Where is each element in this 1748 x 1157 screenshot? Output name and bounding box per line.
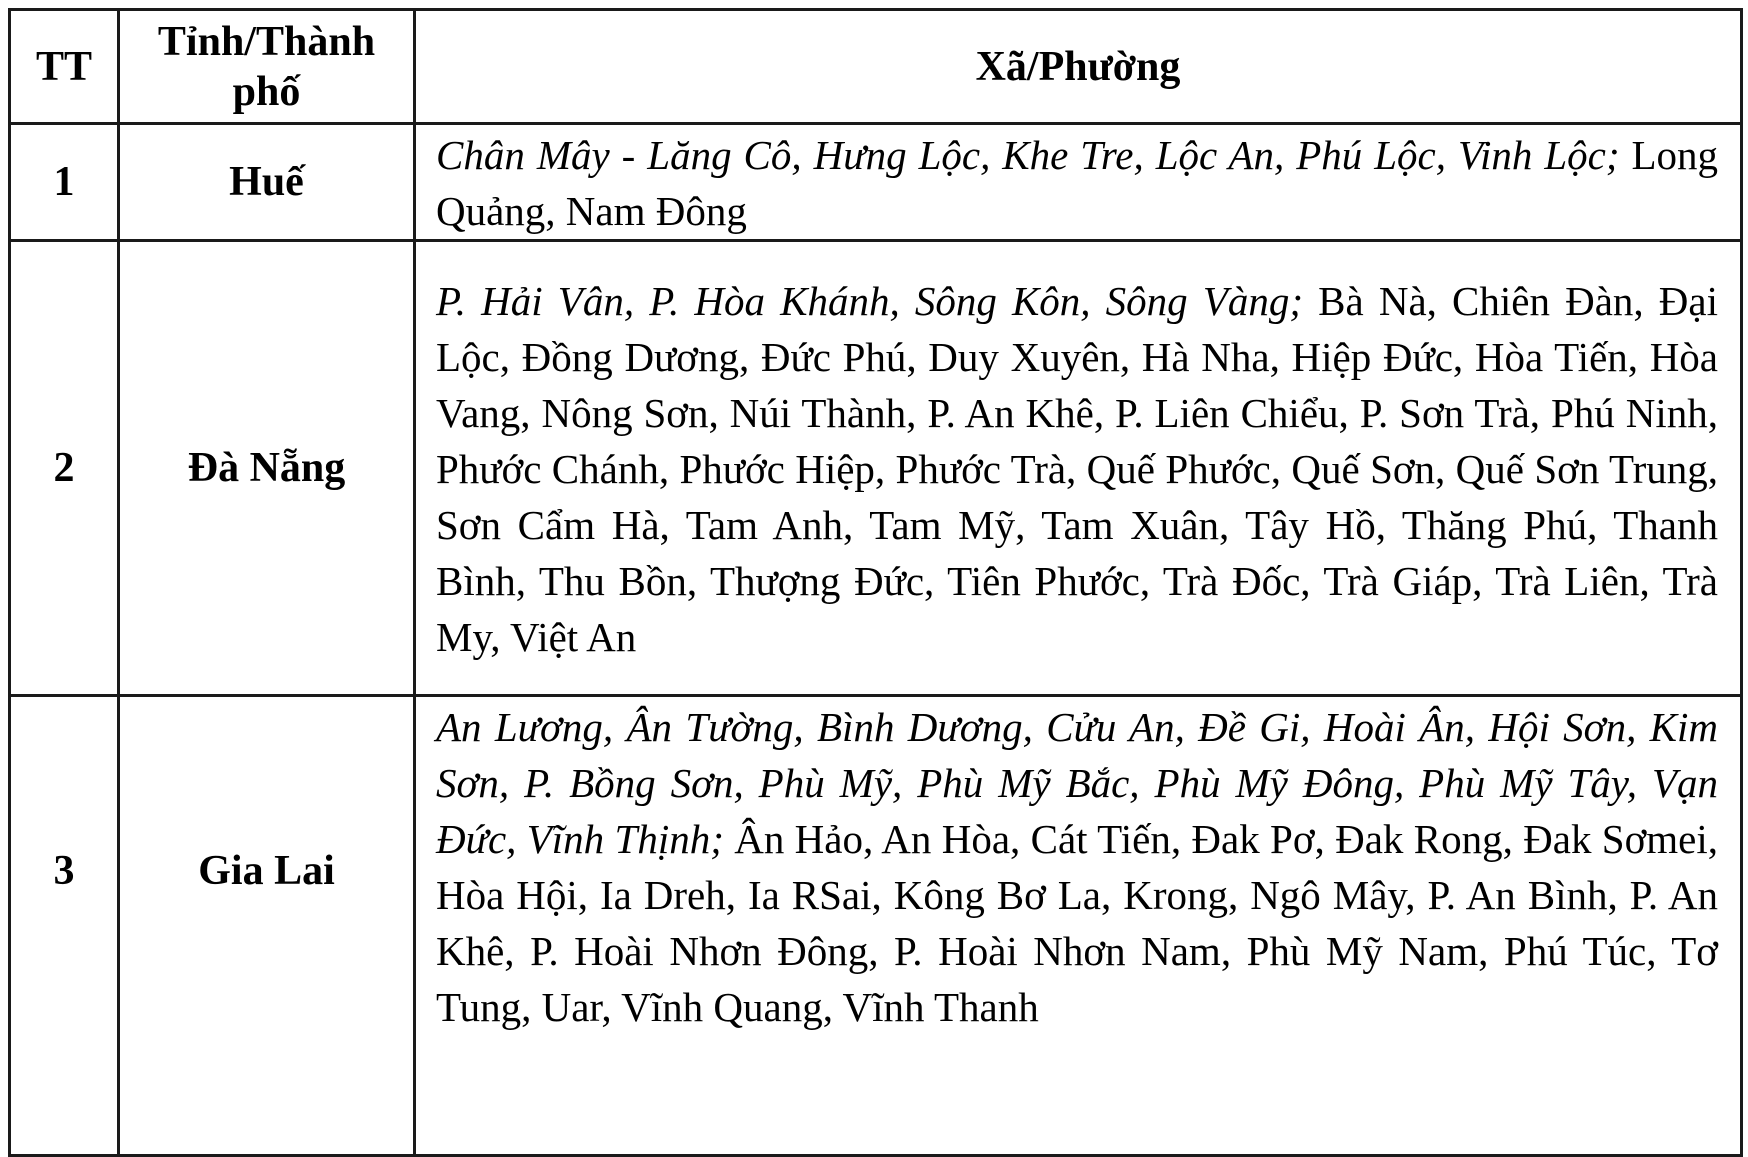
row-wards [415,124,1742,241]
row-wards [415,696,1742,1156]
table-header-row [10,10,1742,124]
row-province: Gia Lai [119,696,415,1156]
wards-italic-list: Chân Mây - Lăng Cô, Hưng Lộc, Khe Tre, Lộc An, Phú Lộc, Vinh Lộc; [436,132,1620,178]
wards-italic-list: An Lương, Ân Tường, Bình Dương, Cửu An, Đề Gi, Hoài Ân, Hội Sơn, Kim Sơn, P. Bồng Sơn, Phù Mỹ, Phù Mỹ Bắc, Phù Mỹ Đông, Phù Mỹ Tây, Vạn Đức, Vĩnh Thịnh; [436,704,1718,862]
header-province: Tỉnh/Thành phố [119,10,415,124]
wards-regular-list: Long Quảng, Nam Đông [436,132,1718,234]
row-index: 1 [10,124,119,241]
header-wards: Xã/Phường [415,10,1742,124]
wards-regular-list: Ân Hảo, An Hòa, Cát Tiến, Đak Pơ, Đak Rong, Đak Sơmei, Hòa Hội, Ia Dreh, Ia RSai, Kông Bơ La, Krong, Ngô Mây, P. An Bình, P. An Khê, P. Hoài Nhơn Đông, P. Hoài Nhơn Nam, Phù Mỹ Nam, Phú Túc, Tơ Tung, Uar, Vĩnh Quang, Vĩnh Thanh [436,816,1719,1030]
table-row [10,124,1742,241]
row-index: 2 [10,241,119,696]
row-wards [415,241,1742,696]
table-row [10,696,1742,1156]
row-province: Huế [119,124,415,241]
row-province: Đà Nẵng [119,241,415,696]
wards-italic-list: P. Hải Vân, P. Hòa Khánh, Sông Kôn, Sông Vàng; [436,278,1304,324]
wards-table [8,8,1743,1157]
header-index: TT [10,10,119,124]
row-index: 3 [10,696,119,1156]
table-row [10,241,1742,696]
wards-regular-list: Bà Nà, Chiên Đàn, Đại Lộc, Đồng Dương, Đức Phú, Duy Xuyên, Hà Nha, Hiệp Đức, Hòa Tiến, Hòa Vang, Nông Sơn, Núi Thành, P. An Khê, P. Liên Chiểu, P. Sơn Trà, Phú Ninh, Phước Chánh, Phước Hiệp, Phước Trà, Quế Phước, Quế Sơn, Quế Sơn Trung, Sơn Cẩm Hà, Tam Anh, Tam Mỹ, Tam Xuân, Tây Hồ, Thăng Phú, Thanh Bình, Thu Bồn, Thượng Đức, Tiên Phước, Trà Đốc, Trà Giáp, Trà Liên, Trà My, Việt An [436,278,1718,660]
